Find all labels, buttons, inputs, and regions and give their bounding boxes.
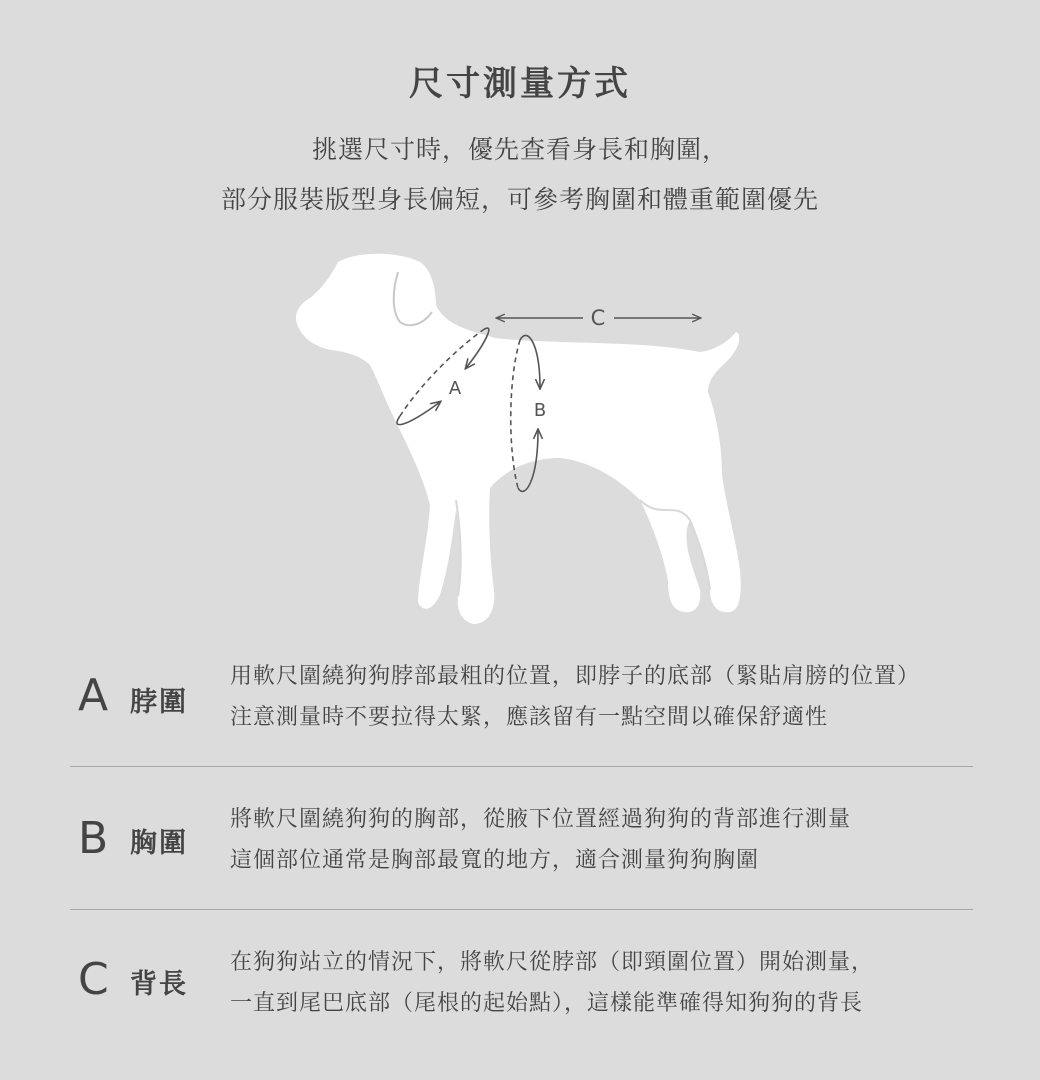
measurement-letter: A: [78, 670, 109, 721]
divider: [70, 766, 973, 767]
label-c: C: [590, 306, 606, 330]
measurement-description: [230, 656, 920, 738]
measurement-name: 胸圍: [130, 828, 188, 859]
measurement-letter: B: [78, 813, 109, 864]
measurement-name: 脖圍: [130, 687, 188, 718]
description-line: 一直到尾巴底部（尾根的起始點），這樣能準確得知狗狗的背長: [230, 991, 864, 1016]
description-line: 用軟尺圍繞狗狗脖部最粗的位置，即脖子的底部（緊貼肩膀的位置）: [230, 664, 921, 689]
dog-measurement-diagram: [280, 240, 760, 640]
description-line: 將軟尺圍繞狗狗的胸部，從腋下位置經過狗狗的背部進行測量: [230, 807, 852, 832]
description-line: 這個部位通常是胸部最寬的地方，適合測量狗狗胸圍: [230, 848, 760, 873]
description-line: 在狗狗站立的情況下，將軟尺從脖部（即頸圍位置）開始測量，: [230, 950, 875, 975]
measurement-description: [230, 799, 851, 881]
description-line: 注意測量時不要拉得太緊，應該留有一點空間以確保舒適性: [230, 705, 829, 730]
subtitle-line-2: 部分服裝版型身長偏短，可參考胸圍和體重範圍優先: [220, 185, 819, 214]
measurement-letter: C: [78, 954, 109, 1005]
page-title: 尺寸測量方式: [409, 64, 631, 104]
label-a: A: [448, 378, 462, 399]
dog-silhouette: [296, 254, 741, 624]
measurement-description: [230, 942, 874, 1024]
subtitle-line-1: 挑選尺寸時，優先查看身長和胸圍，: [311, 135, 728, 164]
measurement-name: 背長: [130, 969, 188, 1000]
divider: [70, 909, 973, 910]
label-b: B: [533, 400, 547, 421]
